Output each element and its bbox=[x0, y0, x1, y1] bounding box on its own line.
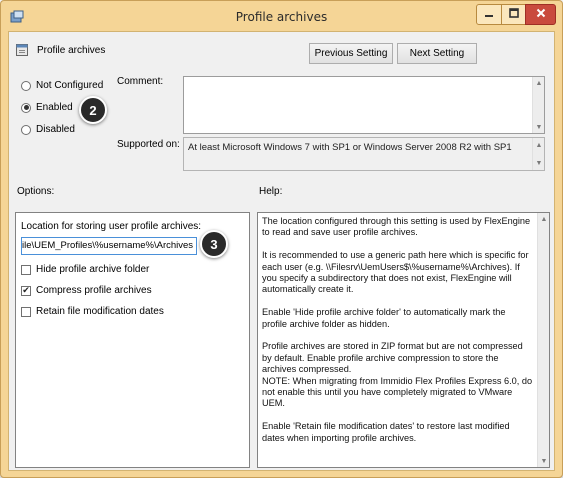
location-label: Location for storing user profile archives: bbox=[21, 221, 202, 232]
supported-on-field bbox=[183, 137, 545, 171]
supported-on-scrollbar[interactable] bbox=[532, 138, 544, 170]
checkbox[interactable] bbox=[21, 286, 31, 296]
checkbox-label: Retain file modification dates bbox=[36, 306, 164, 317]
maximize-icon bbox=[509, 8, 519, 21]
close-icon bbox=[536, 8, 546, 21]
step-badge-3: 3 bbox=[200, 230, 228, 258]
setting-title: Profile archives bbox=[37, 45, 106, 56]
scroll-down-icon[interactable]: ▼ bbox=[535, 123, 543, 131]
radio-button[interactable] bbox=[21, 125, 31, 135]
supported-on-label: Supported on: bbox=[117, 139, 180, 150]
comment-scrollbar[interactable] bbox=[532, 77, 544, 133]
help-text bbox=[262, 216, 533, 455]
help-scrollbar[interactable] bbox=[537, 213, 549, 467]
check-mark-icon: ✔ bbox=[22, 285, 30, 295]
scroll-up-icon[interactable]: ▲ bbox=[535, 79, 543, 87]
scroll-down-icon[interactable]: ▼ bbox=[540, 457, 548, 465]
previous-setting-button[interactable]: Previous Setting bbox=[309, 43, 393, 64]
help-paragraph: The location configured through this setting is used by FlexEngine to read and save user profile archives. bbox=[262, 216, 531, 238]
maximize-button[interactable] bbox=[501, 4, 526, 25]
checkbox-label: Hide profile archive folder bbox=[36, 264, 150, 275]
radio-selected-dot bbox=[24, 105, 29, 110]
window-title: Profile archives bbox=[235, 10, 328, 24]
close-button[interactable] bbox=[525, 4, 556, 25]
radio-button[interactable] bbox=[21, 81, 31, 91]
next-setting-button[interactable]: Next Setting bbox=[397, 43, 477, 64]
hide-archive-folder-option[interactable] bbox=[21, 264, 149, 275]
checkbox[interactable] bbox=[21, 265, 31, 275]
scroll-up-icon[interactable]: ▲ bbox=[535, 141, 543, 149]
radio-not-configured[interactable] bbox=[21, 80, 103, 91]
checkbox-label: Compress profile archives bbox=[36, 285, 152, 296]
help-paragraph: Enable 'Retain file modification dates' to restore last modified dates when importing profile archives. bbox=[262, 421, 510, 443]
title-bar[interactable] bbox=[1, 1, 562, 31]
radio-disabled[interactable] bbox=[21, 124, 75, 135]
help-panel bbox=[257, 212, 550, 468]
comment-field[interactable] bbox=[183, 76, 545, 134]
options-label: Options: bbox=[17, 186, 55, 197]
supported-on-text: At least Microsoft Windows 7 with SP1 or Windows Server 2008 R2 with SP1 bbox=[188, 142, 512, 153]
help-paragraph: It is recommended to use a generic path here which is specific for each user (e.g. \\Filesrv\UemUsers$\%username%\Archives). If you specify a subdirectory that does not exist, FlexEngine will automatically create it. bbox=[262, 250, 529, 295]
comment-label: Comment: bbox=[117, 76, 164, 87]
radio-label: Disabled bbox=[36, 124, 75, 135]
compress-archives-option[interactable] bbox=[21, 285, 152, 296]
minimize-button[interactable] bbox=[476, 4, 502, 25]
help-label: Help: bbox=[259, 186, 283, 197]
radio-enabled[interactable] bbox=[21, 102, 73, 113]
radio-label: Enabled bbox=[36, 102, 73, 113]
setting-icon bbox=[16, 44, 28, 56]
radio-button[interactable] bbox=[21, 103, 31, 113]
help-paragraph: Profile archives are stored in ZIP format but are not compressed by default. Enable profile archive compression to store the archives compressed. NOTE: When migrating from Immidio Flex Profiles Express 6.0, do not enable this until you have completely migrated to VMware UEM. bbox=[262, 341, 533, 409]
minimize-icon bbox=[484, 8, 494, 21]
location-input[interactable]: ile\UEM_Profiles\%username%\Archives bbox=[21, 237, 197, 255]
checkbox[interactable] bbox=[21, 307, 31, 317]
scroll-up-icon[interactable]: ▲ bbox=[540, 215, 548, 223]
help-paragraph: Enable 'Hide profile archive folder' to automatically mark the profile archive folder as hidden. bbox=[262, 307, 506, 329]
radio-label: Not Configured bbox=[36, 80, 104, 91]
step-badge-2: 2 bbox=[79, 96, 107, 124]
retain-dates-option[interactable] bbox=[21, 306, 164, 317]
dialog-body bbox=[8, 31, 555, 471]
scroll-down-icon[interactable]: ▼ bbox=[535, 159, 543, 167]
